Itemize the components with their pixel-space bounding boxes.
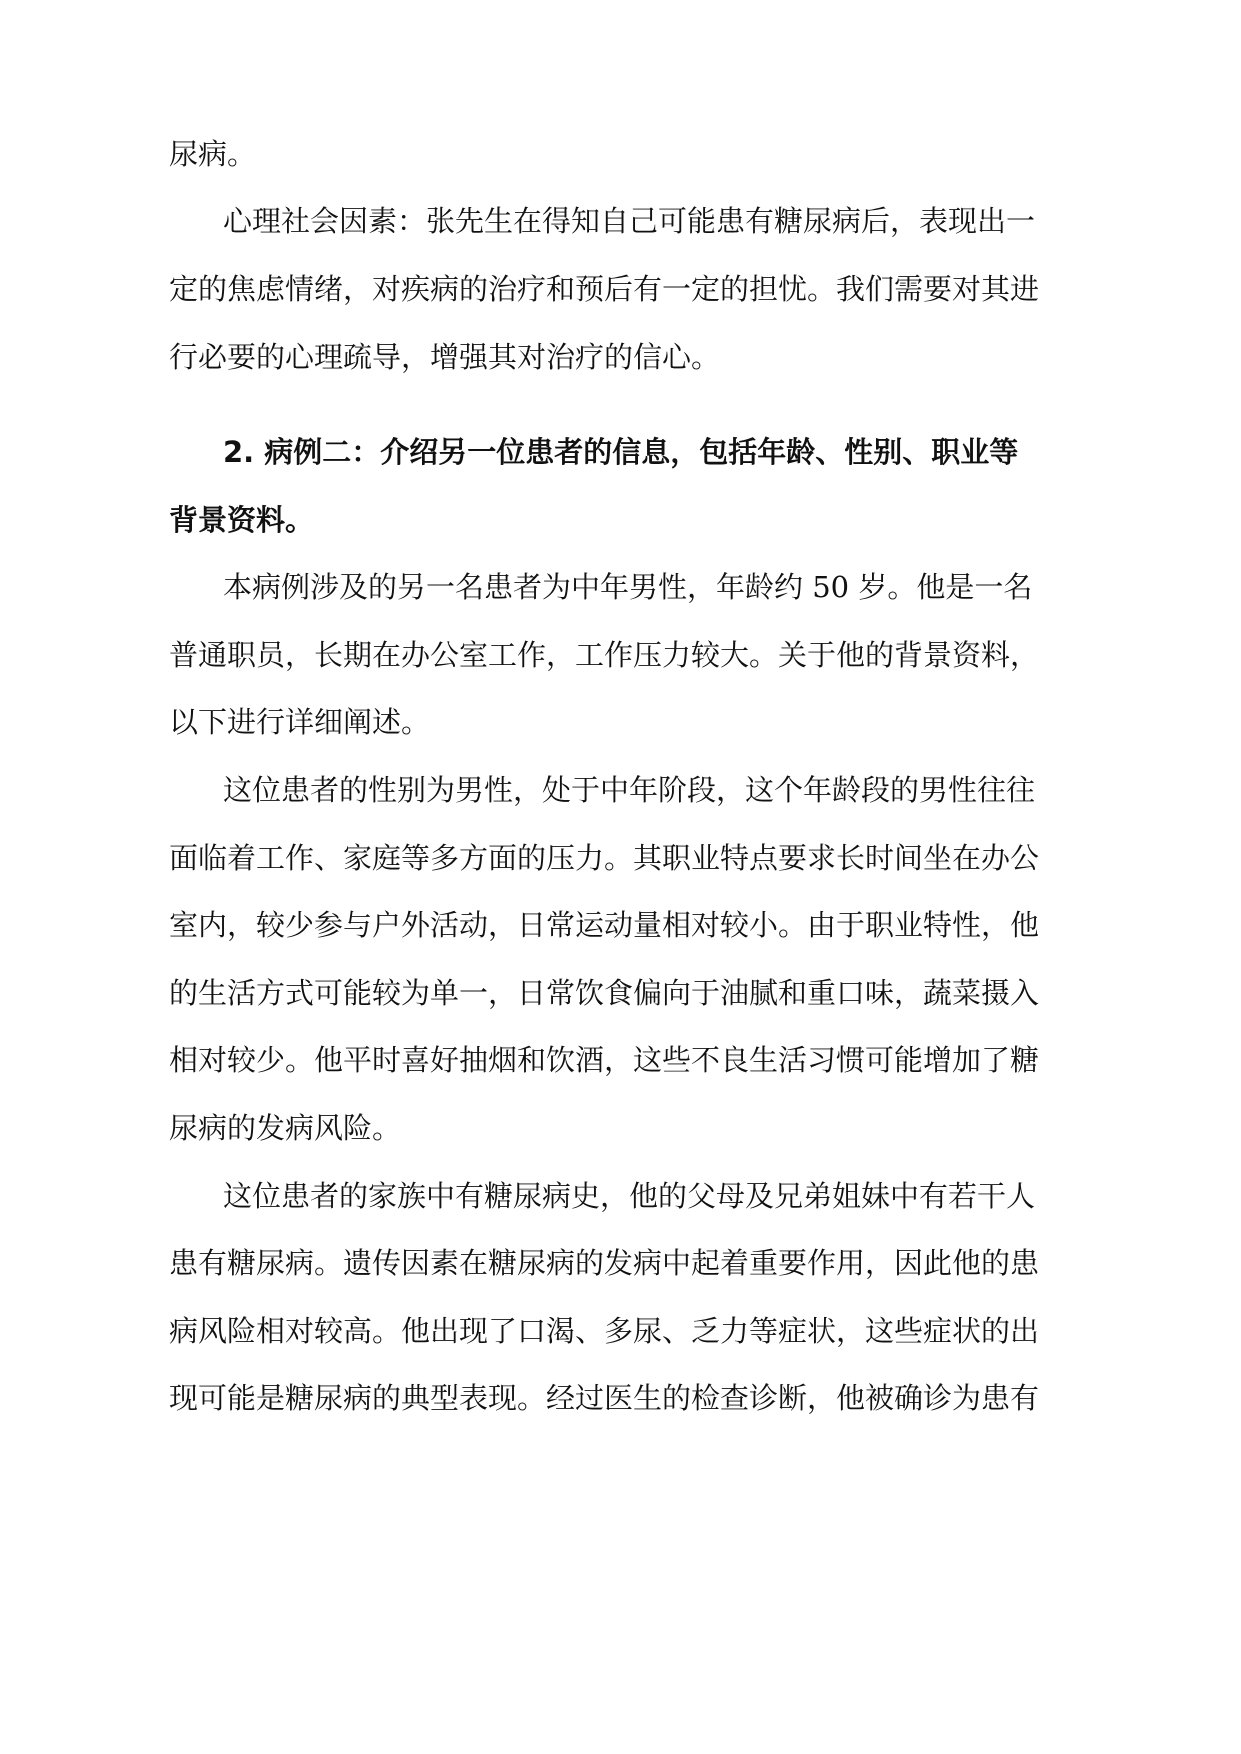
section-heading-text: 2. 病例二：介绍另一位患者的信息，包括年龄、性别、职业等: [223, 435, 1019, 469]
text-line-content: 相对较少。他平时喜好抽烟和饮酒，这些不良生活习惯可能增加了糖: [169, 1043, 1040, 1077]
text-line-content: 尿病的发病风险。: [169, 1111, 402, 1145]
text-line-content: 这位患者的性别为男性，处于中年阶段，这个年龄段的男性往往: [223, 773, 1036, 807]
text-line-content: 尿病。: [169, 137, 257, 171]
text-line-content: 现可能是糖尿病的典型表现。经过医生的检查诊断，他被确诊为患有: [169, 1381, 1040, 1415]
text-line-content: 心理社会因素：张先生在得知自己可能患有糖尿病后，表现出一: [223, 204, 1036, 238]
text-line-content: 普通职员，长期在办公室工作，工作压力较大。关于他的背景资料，: [169, 638, 1040, 672]
text-line-content: 病风险相对较高。他出现了口渴、多尿、乏力等症状，这些症状的出: [169, 1314, 1040, 1348]
text-line-content: 这位患者的家族中有糖尿病史，他的父母及兄弟姐妹中有若干人: [223, 1179, 1036, 1213]
text-line-content: 室内，较少参与户外活动，日常运动量相对较小。由于职业特性，他: [169, 908, 1040, 942]
section-heading-text: 背景资料。: [169, 503, 315, 537]
text-line-content: 本病例涉及的另一名患者为中年男性，年龄约 50 岁。他是一名: [223, 570, 1033, 604]
text-line-content: 的生活方式可能较为单一，日常饮食偏向于油腻和重口味，蔬菜摄入: [169, 976, 1040, 1010]
text-line: [0, 340, 1241, 419]
text-line-content: 患有糖尿病。遗传因素在糖尿病的发病中起着重要作用，因此他的患: [169, 1246, 1040, 1280]
text-line-content: 定的焦虑情绪，对疾病的治疗和预后有一定的担忧。我们需要对其进: [169, 272, 1040, 306]
text-line: [0, 1381, 1241, 1460]
text-line-content: 以下进行详细阐述。: [169, 705, 431, 739]
text-line-content: 面临着工作、家庭等多方面的压力。其职业特点要求长时间坐在办公: [169, 841, 1040, 875]
text-line-content: 行必要的心理疏导，增强其对治疗的信心。: [169, 340, 721, 374]
